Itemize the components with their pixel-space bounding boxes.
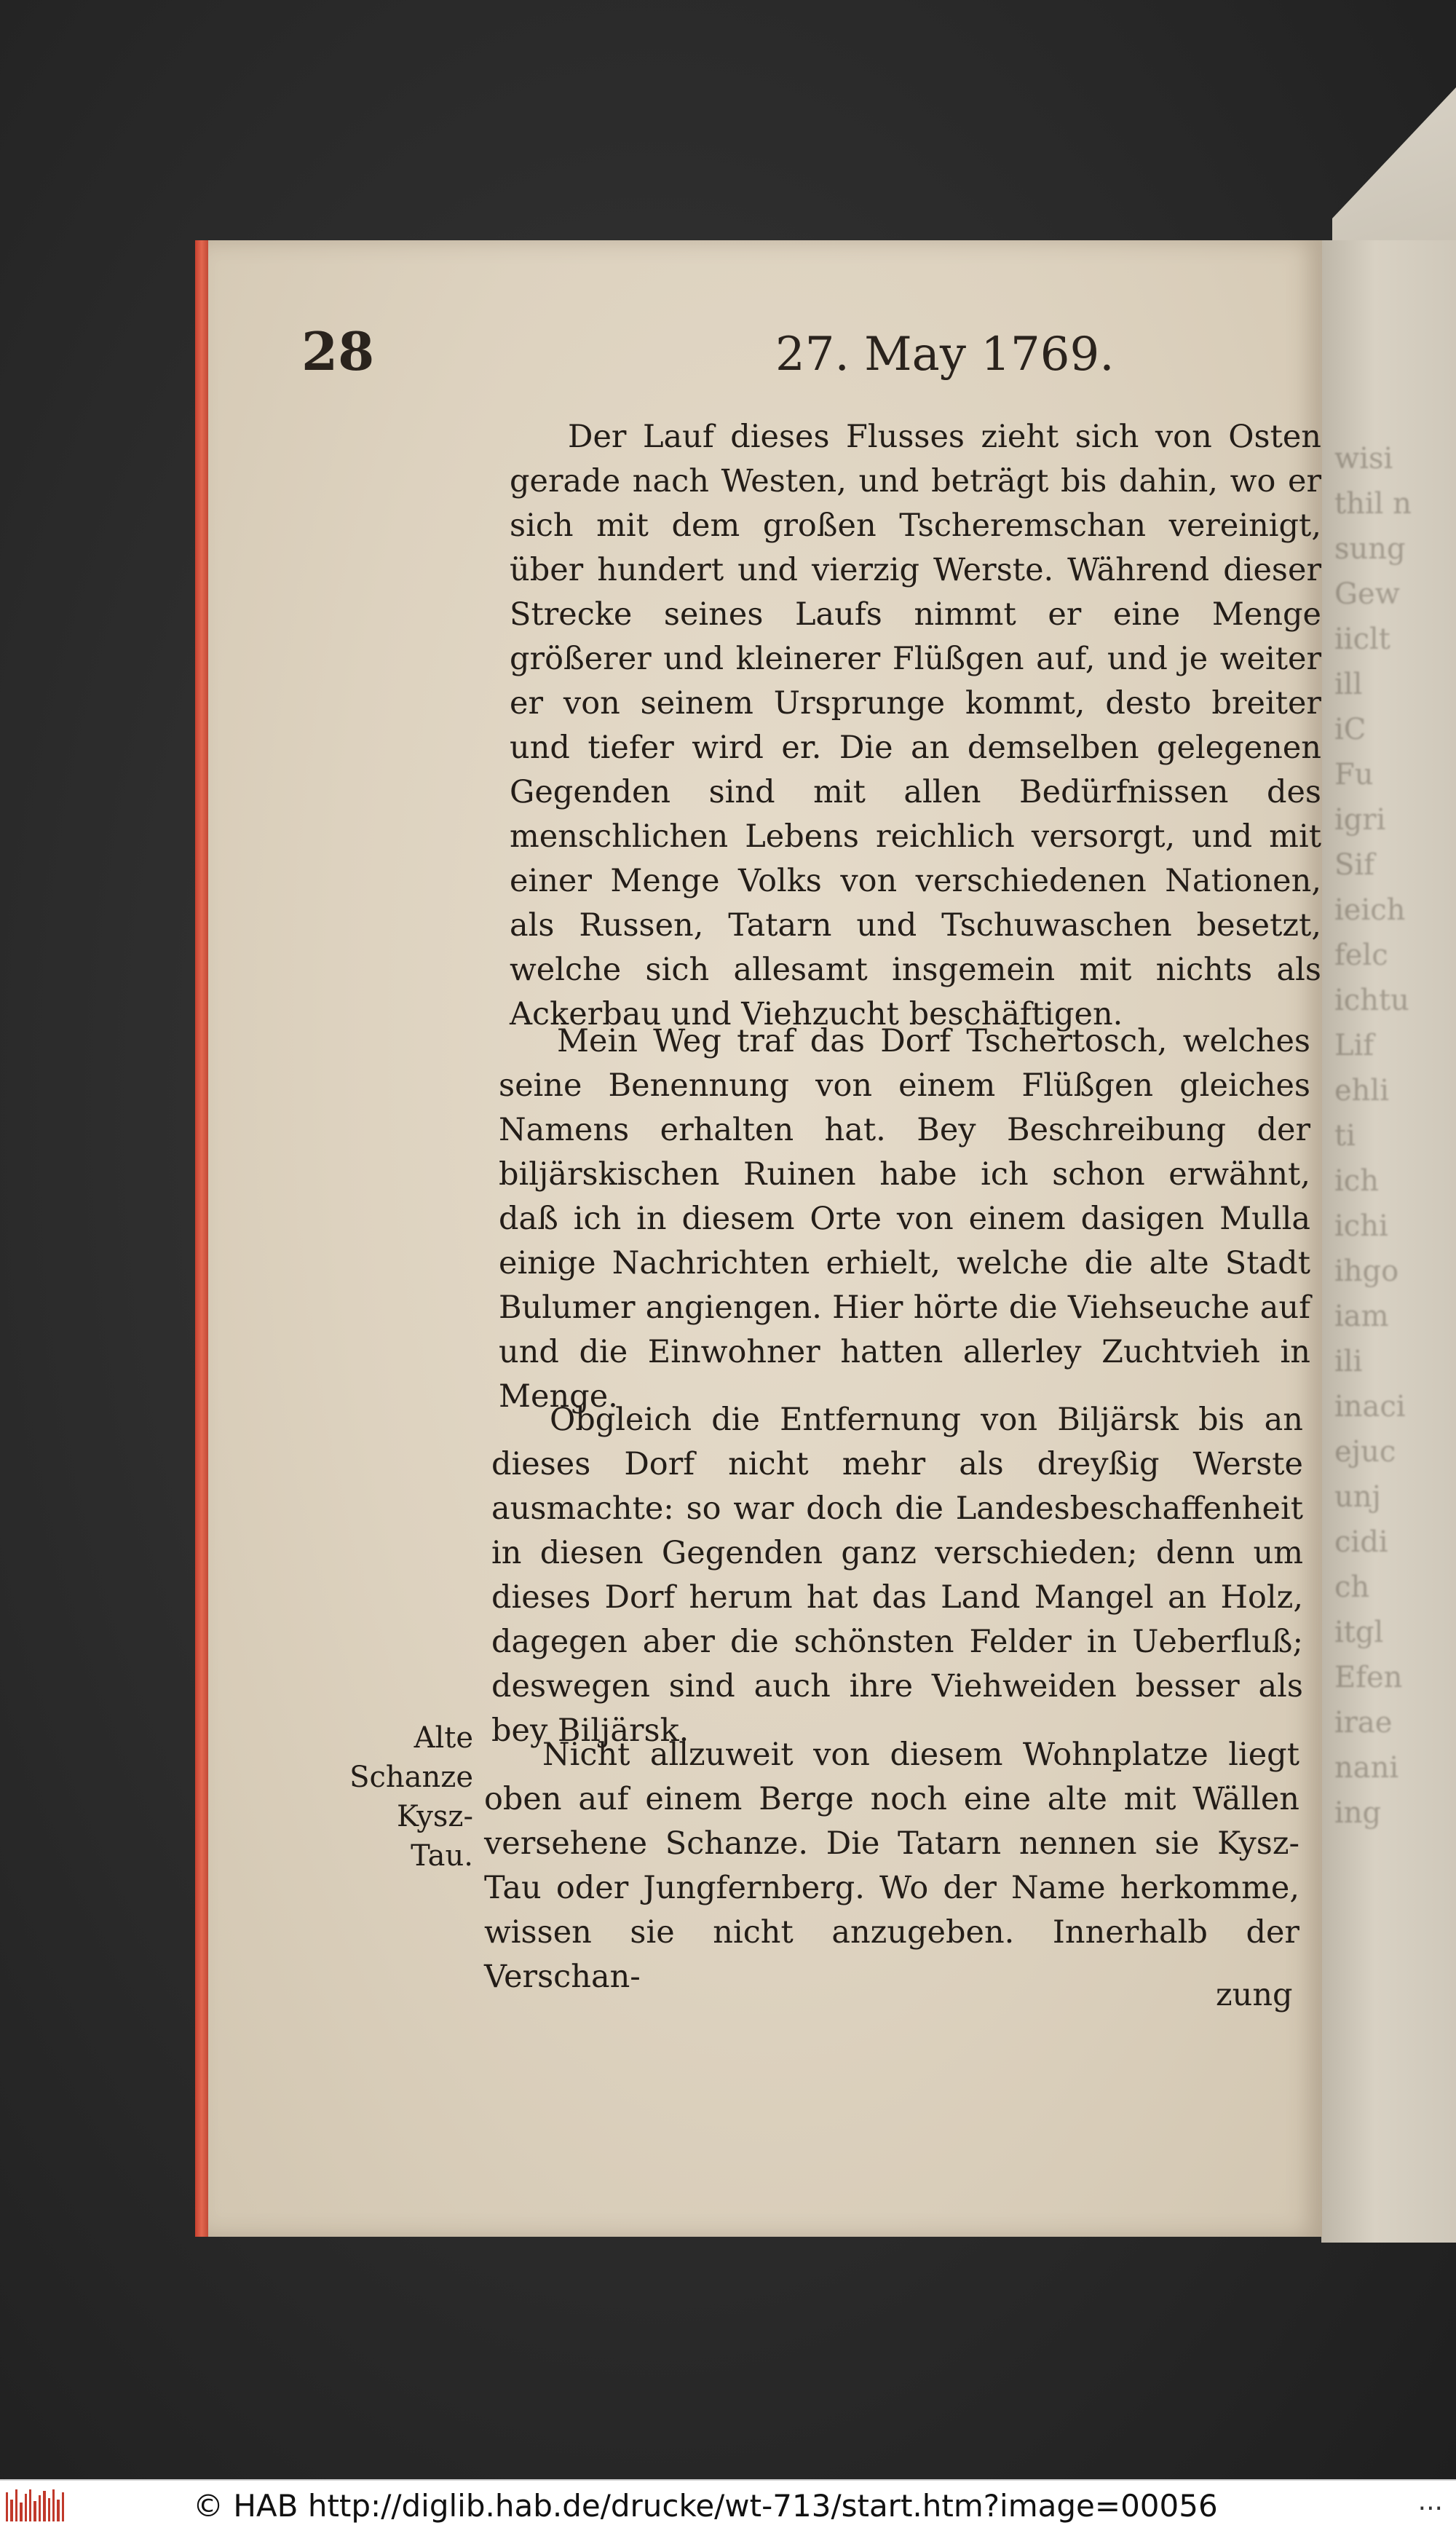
facing-page-fragment: ili [1334,1345,1363,1378]
hab-logo-icon [6,2488,64,2521]
facing-page [1321,240,1456,2243]
facing-page-fragment: Gew [1334,577,1400,611]
paragraph-1: Der Lauf dieses Flusses zieht sich von Osten gerade nach Westen, und beträgt bis dahin, wo er sich mit dem großen Tscheremschan vereinigt, über hundert und vierzig Werste. Während dieser Strecke seines Laufs nimmt er eine Menge größerer und kleinerer Flüßgen auf, und je weiter er von seinem Ursprunge kommt, desto breiter und tiefer wird er. Die an demselben gelegenen Gegenden sind mit allen Bedürfnissen des menschlichen Lebens reichlich versorgt, und mit einer Menge Volks von verschiedenen Nationen, als Russen, Tatarn und Tschuwaschen besetzt, welche sich allesamt insgemein mit nichts als Ackerbau und Viehzucht beschäftigen. [510,419,1321,1032]
more-options-icon[interactable]: ... [1417,2486,1443,2516]
marginal-note [349,1718,473,1876]
facing-page-fragment: ieich [1334,893,1406,927]
facing-page-fragment: ch [1334,1571,1370,1604]
facing-page-fragment: ihgo [1334,1255,1399,1288]
facing-page-fragment: Fu [1334,758,1374,791]
paragraph-3: Obgleich die Entfernung von Biljärsk bis an dieses Dorf nicht mehr als dreyßig Werste ausmachte: so war doch die Landesbeschaffenheit in diesen Gegenden ganz verschieden; denn um dieses Dorf herum hat das Land Mangel an Holz, dagegen aber die schönsten Felder in Ueberfluß; deswegen sind auch ihre Viehweiden besser als bey Biljärsk. [491,1402,1303,1749]
facing-page-fragment: inaci [1334,1390,1406,1423]
marginal-note-line: Alte [414,1721,473,1755]
marginal-note-line: Schanze [349,1761,473,1794]
catchword: zung [1216,1977,1293,2013]
facing-page-fragment: thil n [1334,487,1412,521]
facing-page-fragment: irae [1334,1706,1393,1739]
paragraph-4: Nicht allzuweit von diesem Wohnplatze liegt oben auf einem Berge noch eine alte mit Wällen versehene Schanze. Die Tatarn nennen sie Kysz-Tau oder Jungfernberg. Wo der Name herkomme, wissen sie nicht anzugeben. Innerhalb der Verschan- [484,1737,1299,1995]
facing-page-fragment: cidi [1334,1525,1388,1559]
facing-page-fragment: Efen [1334,1661,1403,1694]
facing-page-fragment: iC [1334,713,1366,746]
marginal-note-line: Tau. [411,1839,473,1873]
facing-page-fragment: ejuc [1334,1435,1396,1469]
facing-page-fragment: ti [1334,1119,1356,1153]
facing-page-fragment: ehli [1334,1074,1390,1107]
marginal-note-line: Kysz- [396,1800,473,1833]
page-red-edge [195,240,208,2237]
facing-page-fragment: felc [1334,939,1388,972]
facing-page-fragment: itgl [1334,1616,1384,1649]
paragraph-2: Mein Weg traf das Dorf Tschertosch, welches seine Benennung von einem Flüßgen gleiches Namens erhalten hat. Bey Beschreibung der biljärskischen Ruinen habe ich schon erwähnt, daß ich in diesem Orte von einem dasigen Mulla einige Nachrichten erhielt, welche die alte Stadt Bulumer angiengen. Hier hörte die Viehseuche auf und die Einwohner hatten allerley Zuchtvieh in Menge. [499,1023,1310,1415]
footer-copyright-link[interactable]: © HAB http://diglib.hab.de/drucke/wt-713/start.htm?image=00056 [193,2488,1218,2524]
facing-page-fragment: unj [1334,1480,1381,1514]
facing-page-fragment: Lif [1334,1029,1374,1062]
facing-page-fragment: Sif [1334,848,1374,882]
running-head: 27. May 1769. [775,328,1115,382]
facing-page-fragment: nani [1334,1751,1399,1785]
page-number: 28 [301,320,375,382]
facing-page-fragment: sung [1334,532,1406,566]
viewer-footer [0,2479,1456,2528]
facing-page-fragment: iam [1334,1300,1389,1333]
facing-page-fragment: ill [1334,668,1363,701]
facing-page-fragment: iiclt [1334,623,1390,656]
facing-page-fragment: ichi [1334,1209,1388,1243]
facing-page-fragment: wisi [1334,442,1393,475]
facing-page-fragment: igri [1334,803,1386,837]
facing-page-fragment: ing [1334,1796,1382,1830]
facing-page-fragment: ich [1334,1164,1379,1198]
facing-page-fragment: ichtu [1334,984,1409,1017]
